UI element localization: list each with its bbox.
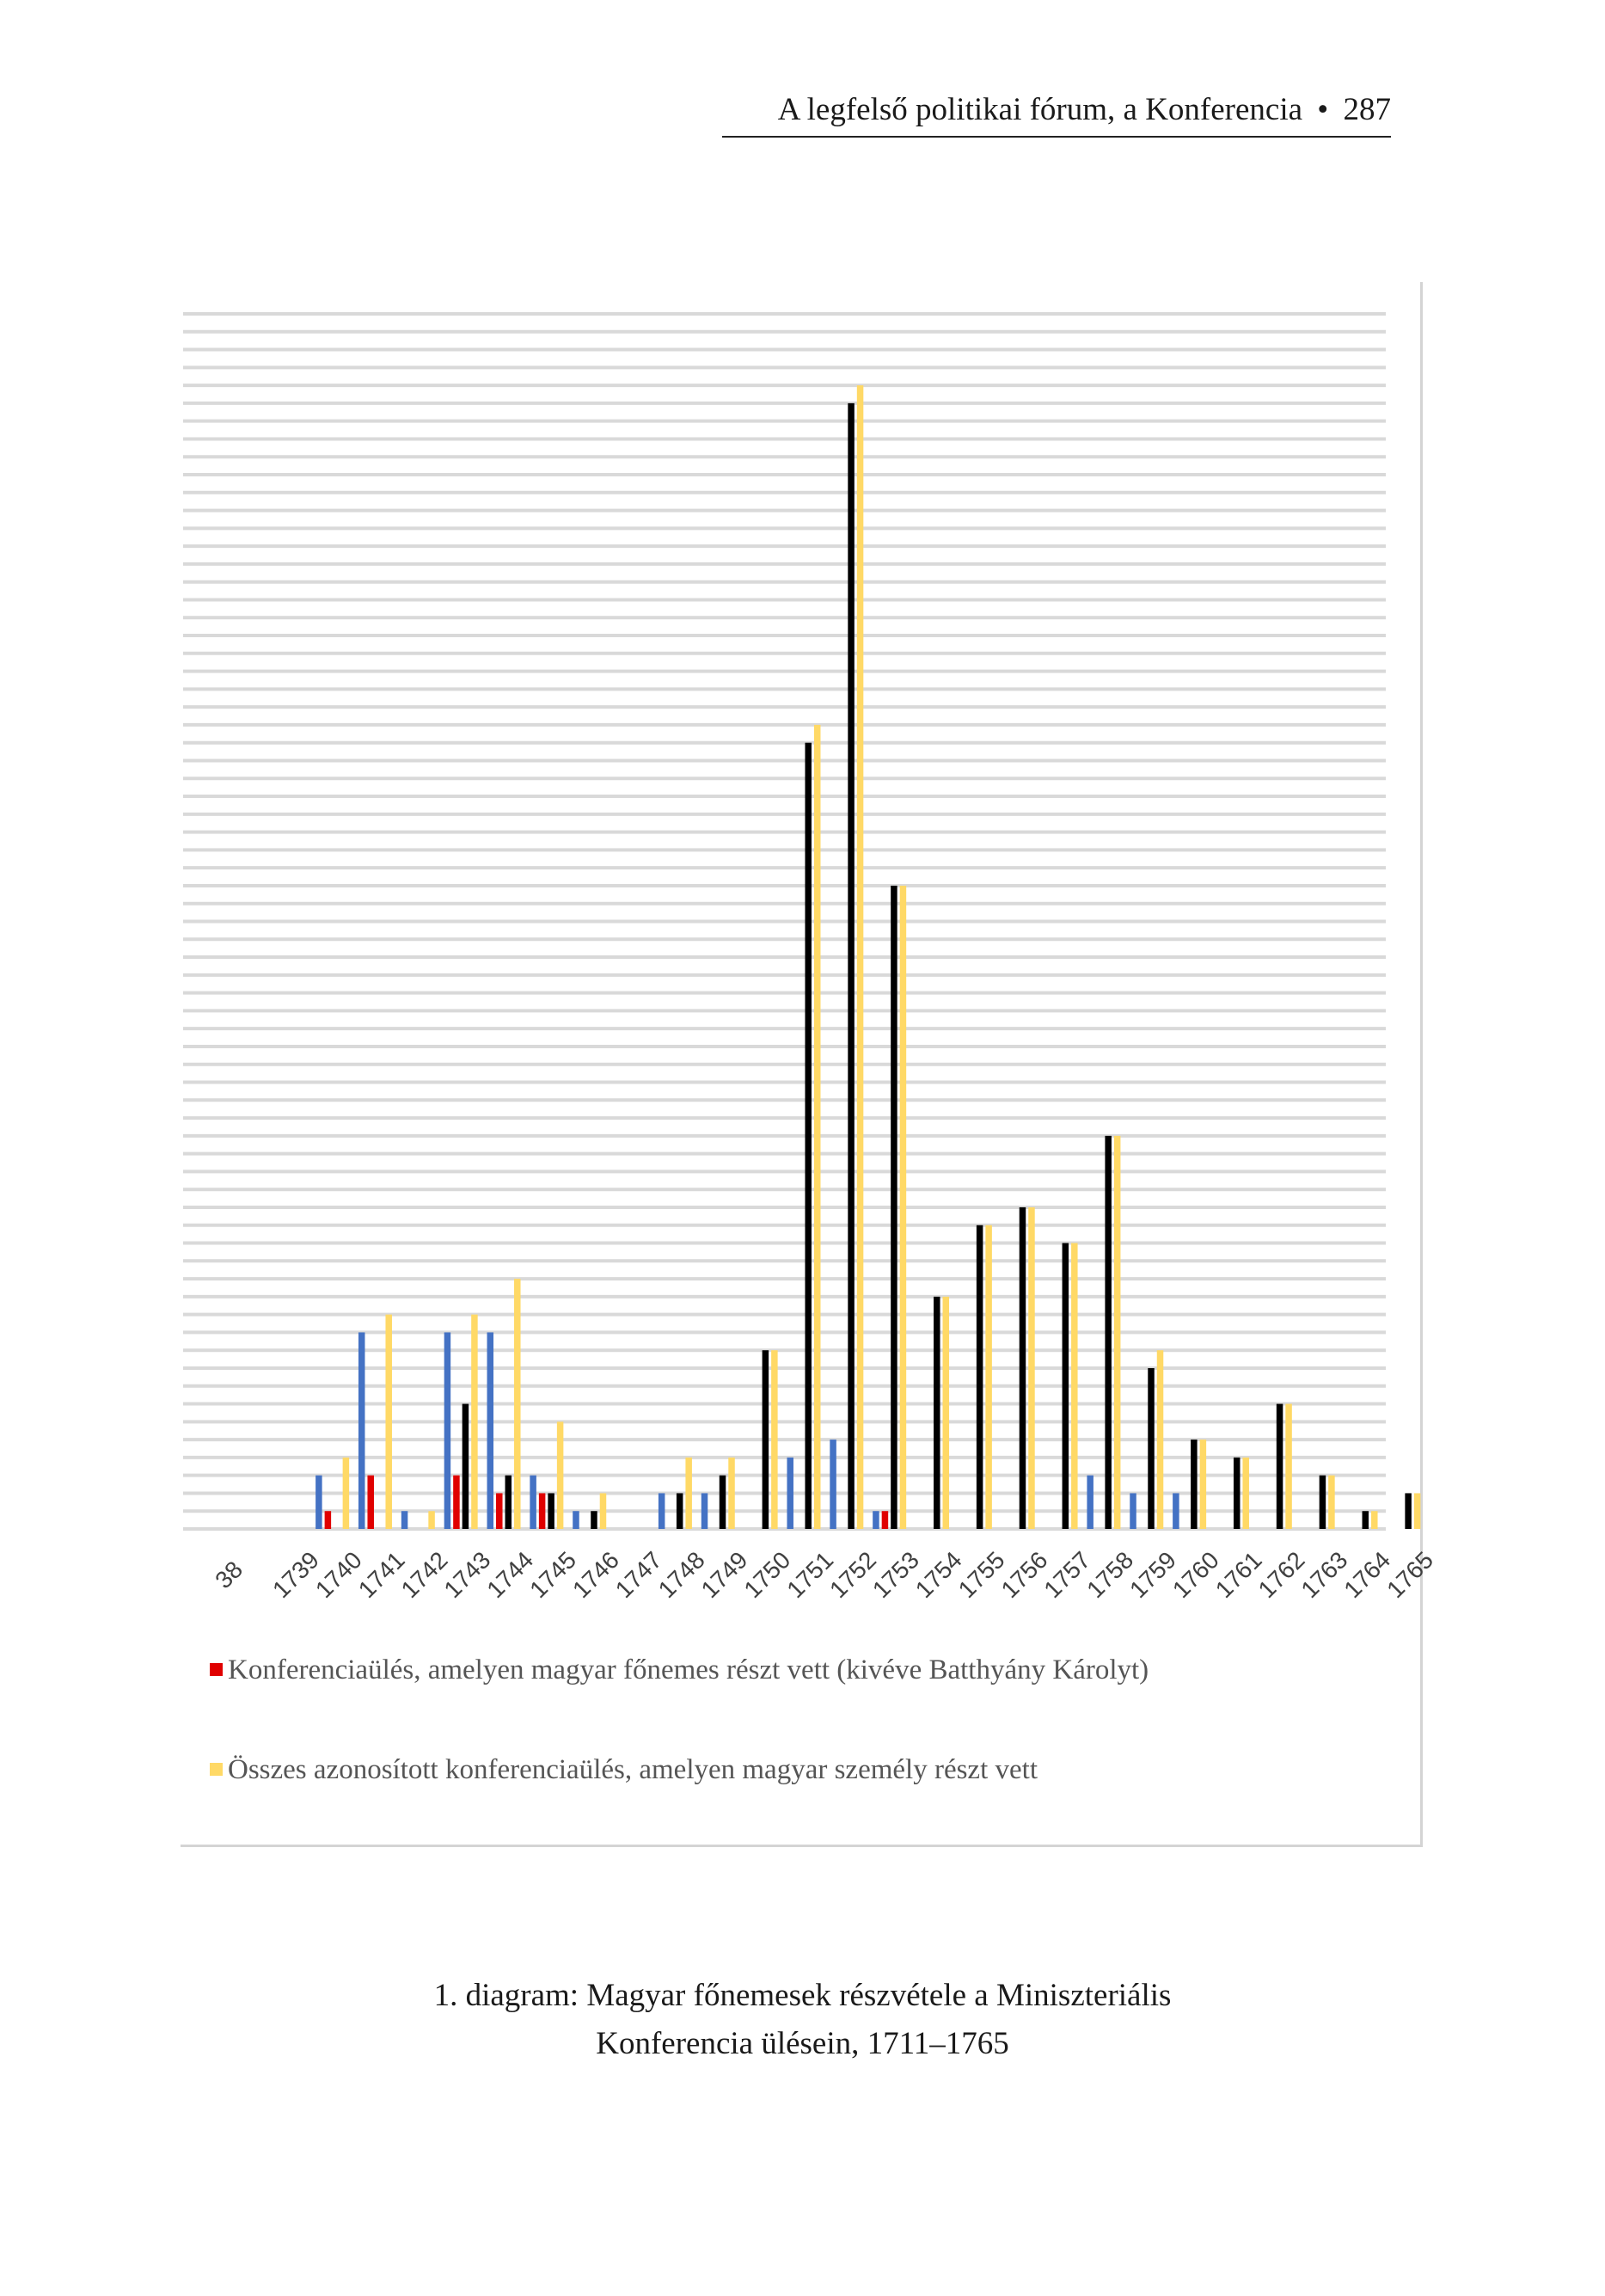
legend-label-red: Konferenciaülés, amelyen magyar főnemes részt vett (kivéve Batthyány Károlyt) <box>228 1654 1149 1685</box>
legend-label-yellow: Összes azonosított konferenciaülés, amelyen magyar személy részt vett <box>228 1754 1038 1785</box>
tick-label-1741: 1741 <box>352 1546 410 1604</box>
tick-label-1756: 1756 <box>995 1546 1053 1604</box>
bar-2-1763 <box>1320 1476 1326 1529</box>
bar-3-1763 <box>1328 1476 1335 1529</box>
bar-0-1740 <box>315 1476 322 1529</box>
bar-2-1743 <box>463 1404 469 1529</box>
bar-2-1744 <box>505 1476 512 1529</box>
legend-swatch-red <box>210 1663 223 1676</box>
bar-3-1753 <box>900 886 907 1529</box>
tick-label-1764: 1764 <box>1339 1546 1396 1604</box>
bullet: • <box>1317 92 1329 127</box>
page-number: 287 <box>1343 92 1391 127</box>
bar-3-1749 <box>728 1458 735 1529</box>
bar-2-1754 <box>934 1297 940 1529</box>
bar-3-1740 <box>343 1458 350 1529</box>
tick-label-1753: 1753 <box>867 1546 924 1604</box>
bar-3-1746 <box>600 1493 607 1529</box>
bar-2-1750 <box>763 1350 769 1529</box>
tick-label-1752: 1752 <box>824 1546 882 1604</box>
bar-3-1758 <box>1114 1136 1121 1529</box>
bar-3-1748 <box>685 1458 692 1529</box>
bar-3-1745 <box>557 1421 564 1529</box>
bar-0-1743 <box>444 1332 451 1529</box>
bar-3-1765 <box>1414 1493 1421 1529</box>
bar-chart <box>181 282 1439 1847</box>
bar-0-1758 <box>1087 1476 1093 1529</box>
bar-3-1757 <box>1071 1243 1078 1529</box>
bar-3-1754 <box>943 1297 950 1529</box>
bar-3-1755 <box>985 1225 992 1529</box>
bar-1-1745 <box>539 1493 546 1529</box>
bar-3-1759 <box>1157 1350 1164 1529</box>
tick-label-1748: 1748 <box>652 1546 710 1604</box>
bar-2-1745 <box>548 1493 554 1529</box>
bar-2-1759 <box>1148 1368 1155 1529</box>
bar-3-1751 <box>814 725 821 1529</box>
bar-2-1749 <box>720 1476 726 1529</box>
tick-label-1744: 1744 <box>481 1546 539 1604</box>
tick-label-1754: 1754 <box>910 1546 967 1604</box>
bar-3-1750 <box>771 1350 778 1529</box>
bar-0-1753 <box>873 1511 879 1529</box>
tick-label-1765: 1765 <box>1381 1546 1439 1604</box>
tick-label-1750: 1750 <box>738 1546 796 1604</box>
bar-2-1748 <box>677 1493 683 1529</box>
tick-label-1759: 1759 <box>1124 1546 1182 1604</box>
bar-3-1741 <box>385 1315 392 1529</box>
bar-1-1743 <box>453 1476 460 1529</box>
tick-label-1751: 1751 <box>781 1546 839 1604</box>
tick-label-1755: 1755 <box>953 1546 1010 1604</box>
bar-2-1760 <box>1191 1440 1198 1529</box>
tick-label-1762: 1762 <box>1253 1546 1310 1604</box>
bar-0-1745 <box>530 1476 536 1529</box>
bar-3-1764 <box>1371 1511 1378 1529</box>
tick-label-1742: 1742 <box>395 1546 453 1604</box>
bar-3-1762 <box>1285 1404 1292 1529</box>
tick-label-1747: 1747 <box>610 1546 667 1604</box>
legend-entry-red <box>210 1654 1149 1686</box>
figure-caption <box>0 1972 1605 2068</box>
bar-0-1749 <box>701 1493 708 1529</box>
tick-label-1763: 1763 <box>1296 1546 1353 1604</box>
tick-label-1740: 1740 <box>309 1546 367 1604</box>
bar-0-1748 <box>659 1493 665 1529</box>
bar-0-1759 <box>1130 1493 1136 1529</box>
bar-2-1756 <box>1020 1207 1026 1529</box>
bar-2-1758 <box>1105 1136 1112 1529</box>
bar-3-1760 <box>1200 1440 1207 1529</box>
bar-3-1756 <box>1028 1207 1035 1529</box>
tick-label-1745: 1745 <box>524 1546 582 1604</box>
bar-3-1744 <box>514 1279 521 1529</box>
bar-2-1753 <box>891 886 897 1529</box>
chart-frame <box>181 282 1439 1847</box>
bar-3-1742 <box>428 1511 435 1529</box>
bar-0-1746 <box>573 1511 579 1529</box>
bar-0-1760 <box>1173 1493 1179 1529</box>
bar-2-1762 <box>1277 1404 1283 1529</box>
bar-3-1743 <box>471 1315 478 1529</box>
caption-line-1: 1. diagram: Magyar főnemesek részvétele a Miniszteriális <box>433 1978 1172 2013</box>
tick-label-partial: 38 <box>210 1556 248 1594</box>
tick-label-1757: 1757 <box>1038 1546 1096 1604</box>
bar-1-1753 <box>882 1511 889 1529</box>
tick-label-1760: 1760 <box>1167 1546 1224 1604</box>
running-title: A legfelső politikai fórum, a Konferencia <box>777 92 1303 127</box>
bar-0-1741 <box>358 1332 365 1529</box>
bar-2-1746 <box>591 1511 597 1529</box>
bar-2-1752 <box>848 403 855 1529</box>
bar-3-1761 <box>1242 1458 1249 1529</box>
bar-2-1751 <box>805 743 812 1529</box>
tick-label-1758: 1758 <box>1081 1546 1139 1604</box>
bar-2-1761 <box>1234 1458 1241 1529</box>
bar-2-1757 <box>1063 1243 1069 1529</box>
bar-1-1744 <box>496 1493 503 1529</box>
tick-label-1749: 1749 <box>695 1546 753 1604</box>
tick-label-1761: 1761 <box>1210 1546 1267 1604</box>
tick-label-1746: 1746 <box>567 1546 624 1604</box>
bar-1-1740 <box>325 1511 332 1529</box>
bar-2-1765 <box>1405 1493 1412 1529</box>
tick-label-1743: 1743 <box>438 1546 496 1604</box>
bar-2-1764 <box>1363 1511 1369 1529</box>
bar-1-1741 <box>367 1476 374 1529</box>
bar-0-1742 <box>401 1511 408 1529</box>
tick-label-1739: 1739 <box>267 1546 325 1604</box>
legend-entry-yellow <box>210 1754 1038 1786</box>
legend-swatch-yellow <box>210 1763 223 1776</box>
bar-0-1751 <box>787 1458 793 1529</box>
bar-0-1744 <box>487 1332 494 1529</box>
running-head <box>722 89 1391 138</box>
bar-3-1752 <box>857 385 864 1529</box>
caption-line-2: Konferencia ülésein, 1711–1765 <box>596 2026 1009 2061</box>
bar-0-1752 <box>830 1440 836 1529</box>
bar-2-1755 <box>977 1225 983 1529</box>
